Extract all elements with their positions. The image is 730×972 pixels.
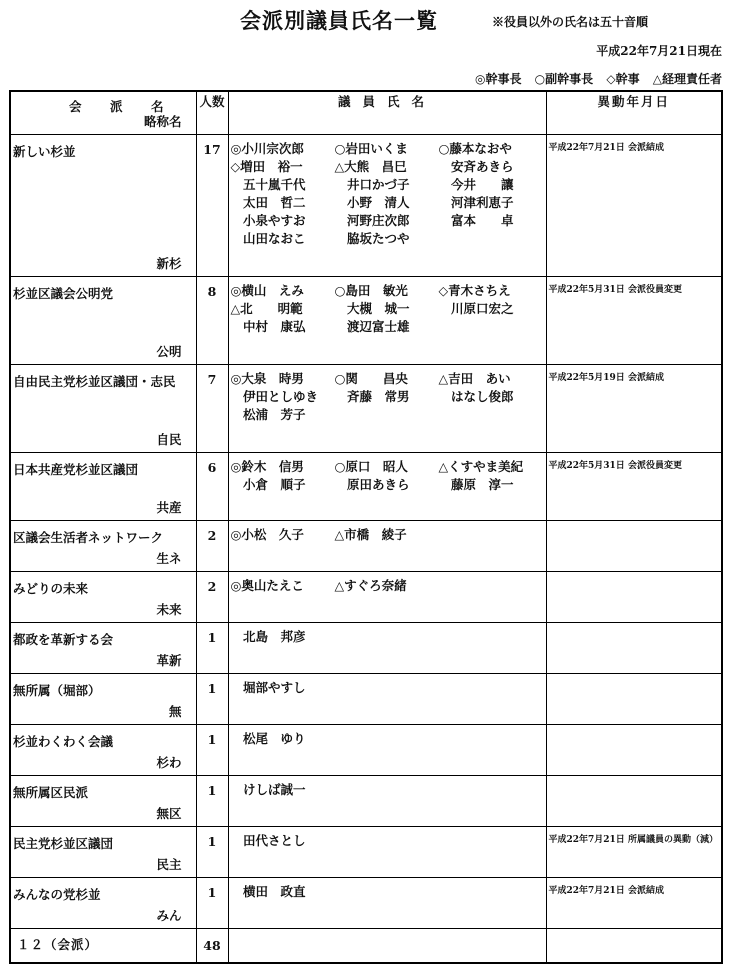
faction-name: みどりの未来 (13, 581, 89, 596)
total-row (10, 929, 722, 963)
faction-cell (10, 878, 196, 929)
member-name (335, 406, 439, 424)
change-date-cell (546, 725, 722, 776)
member-name: ◎大泉 時男 (230, 371, 304, 386)
change-date-cell (546, 521, 722, 572)
faction-abbreviation: 自民 (156, 432, 182, 447)
member-name: 川原口宏之 (438, 301, 514, 316)
change-date-cell: 平成22年5月19日 会派結成 (546, 365, 722, 453)
member-name (335, 781, 439, 799)
member-row (231, 318, 546, 336)
member-name: 井口かづ子 (334, 177, 410, 192)
abbr-header-label: 略称名 (143, 114, 182, 129)
member-name: ○関 昌央 (334, 371, 408, 386)
member-row (231, 476, 546, 494)
faction-header-label: 会 派 名 (69, 99, 172, 114)
table-header-row (10, 91, 722, 135)
member-name (439, 526, 543, 544)
faction-row (10, 521, 722, 572)
member-name (439, 318, 543, 336)
member-row (231, 526, 546, 544)
members-cell (228, 521, 546, 572)
member-name (439, 832, 543, 850)
members-column-header: 議員氏名 (228, 91, 546, 135)
faction-row (10, 135, 722, 277)
member-name: 大槻 城一 (334, 301, 410, 316)
faction-abbreviation: 未来 (156, 602, 182, 617)
member-count: 1 (196, 623, 228, 674)
member-name: ○原口 昭人 (334, 459, 408, 474)
count-column-header: 人数 (196, 91, 228, 135)
member-name (439, 730, 543, 748)
faction-row (10, 776, 722, 827)
members-cell (228, 365, 546, 453)
change-date-cell: 平成22年7月21日 所属議員の異動（減） (546, 827, 722, 878)
member-row (231, 577, 546, 595)
member-row (231, 194, 546, 212)
faction-abbreviation: 生ネ (156, 551, 182, 566)
member-name: 小泉やすお (230, 213, 306, 228)
faction-cell (10, 674, 196, 725)
member-name: 田代さとし (230, 833, 306, 848)
faction-abbreviation: 無区 (156, 806, 182, 821)
total-change-cell (546, 929, 722, 963)
member-count: 1 (196, 827, 228, 878)
faction-cell (10, 776, 196, 827)
faction-abbreviation: 無 (168, 704, 182, 719)
member-name: ◎横山 えみ (230, 283, 304, 298)
faction-name: みんなの党杉並 (13, 887, 101, 902)
member-name: △北 明範 (230, 301, 303, 316)
legend-secretary: ◇幹事 (606, 72, 640, 86)
page-title: 会派別議員氏名一覧 (240, 8, 438, 33)
faction-abbreviation: 新杉 (156, 256, 182, 271)
change-date-cell: 平成22年5月31日 会派役員変更 (546, 453, 722, 521)
member-name (335, 628, 439, 646)
faction-name: 杉並区議会公明党 (13, 286, 114, 301)
member-name: 渡辺富士雄 (334, 319, 410, 334)
member-name: 松浦 芳子 (230, 407, 306, 422)
member-name: 小野 清人 (334, 195, 410, 210)
member-count: 1 (196, 725, 228, 776)
faction-name: 民主党杉並区議団 (13, 836, 114, 851)
roster-body (10, 135, 722, 929)
faction-name: 無所属区民派 (13, 785, 89, 800)
member-name: 原田あきら (334, 477, 410, 492)
faction-row (10, 674, 722, 725)
member-row (231, 158, 546, 176)
member-name: 安斉あきら (438, 159, 514, 174)
member-name: 太田 哲二 (230, 195, 306, 210)
member-row (231, 212, 546, 230)
member-count: 7 (196, 365, 228, 453)
change-date-cell: 平成22年7月21日 会派結成 (546, 135, 722, 277)
faction-row (10, 878, 722, 929)
members-cell (228, 277, 546, 365)
faction-row (10, 453, 722, 521)
member-count: 8 (196, 277, 228, 365)
total-count: 48 (196, 929, 228, 963)
member-name (335, 883, 439, 901)
faction-row (10, 572, 722, 623)
members-cell (228, 725, 546, 776)
faction-row (10, 623, 722, 674)
member-name: 斉藤 常男 (334, 389, 410, 404)
member-name: けしば誠一 (230, 782, 306, 797)
change-date-cell (546, 674, 722, 725)
total-label: １２（会派） (10, 929, 196, 963)
faction-name: 都政を革新する会 (13, 632, 114, 647)
faction-cell (10, 827, 196, 878)
member-name: ◎小松 久子 (230, 527, 304, 542)
member-name (439, 230, 543, 248)
total-members-cell (228, 929, 546, 963)
change-date-cell (546, 776, 722, 827)
member-row (231, 176, 546, 194)
member-name: はなし俊郎 (438, 389, 514, 404)
faction-abbreviation: 共産 (156, 500, 182, 515)
member-name: 河野庄次郎 (334, 213, 410, 228)
faction-abbreviation: みん (156, 908, 182, 923)
member-row (231, 406, 546, 424)
faction-roster-table (9, 90, 723, 964)
member-name: ◎奥山たえこ (230, 578, 304, 593)
change-date-cell: 平成22年5月31日 会派役員変更 (546, 277, 722, 365)
faction-name: 無所属（堀部） (13, 683, 101, 698)
members-cell (228, 674, 546, 725)
member-name: △市橋 綾子 (334, 527, 407, 542)
member-name: 横田 政直 (230, 884, 306, 899)
faction-abbreviation: 革新 (156, 653, 182, 668)
faction-row (10, 827, 722, 878)
faction-cell (10, 521, 196, 572)
faction-cell (10, 623, 196, 674)
faction-name: 新しい杉並 (13, 144, 76, 159)
faction-cell (10, 725, 196, 776)
member-count: 17 (196, 135, 228, 277)
members-cell (228, 878, 546, 929)
member-row (231, 140, 546, 158)
faction-column-header (10, 91, 196, 135)
member-name: 伊田としゆき (230, 389, 319, 404)
member-name: △すぐろ奈緒 (334, 578, 407, 593)
legend-secretary-general: ◎幹事長 (475, 72, 522, 86)
faction-cell (10, 453, 196, 521)
change-date-cell (546, 623, 722, 674)
change-column-header: 異動年月日 (546, 91, 722, 135)
member-name (439, 883, 543, 901)
member-name (439, 406, 543, 424)
member-count: 1 (196, 776, 228, 827)
member-name: △大熊 昌巳 (334, 159, 407, 174)
member-row (231, 781, 546, 799)
member-name: ○岩田いくま (334, 141, 408, 156)
member-name (439, 781, 543, 799)
change-date-cell: 平成22年7月21日 会派結成 (546, 878, 722, 929)
member-name (439, 577, 543, 595)
member-count: 2 (196, 572, 228, 623)
member-name (335, 730, 439, 748)
faction-name: 自由民主党杉並区議団・志民 (13, 374, 176, 389)
member-row (231, 628, 546, 646)
member-name: 脇坂たつや (334, 231, 410, 246)
member-name: ◎小川宗次郎 (230, 141, 304, 156)
sort-note: ※役員以外の氏名は五十音順 (492, 15, 649, 29)
member-name: 富本 卓 (438, 213, 514, 228)
member-name: ◎鈴木 信男 (230, 459, 304, 474)
member-row (231, 883, 546, 901)
member-name: 北島 邦彦 (230, 629, 306, 644)
member-name: 藤原 淳一 (438, 477, 514, 492)
member-name: ◇増田 裕一 (230, 159, 303, 174)
change-date-cell (546, 572, 722, 623)
member-row (231, 300, 546, 318)
member-name (439, 628, 543, 646)
members-cell (228, 135, 546, 277)
faction-name: 区議会生活者ネットワーク (13, 530, 164, 545)
members-cell (228, 623, 546, 674)
legend-deputy-secretary-general: ○副幹事長 (534, 72, 594, 86)
faction-name: 杉並わくわく会議 (13, 734, 114, 749)
member-name: ○島田 敏光 (334, 283, 408, 298)
faction-cell (10, 277, 196, 365)
member-count: 2 (196, 521, 228, 572)
faction-cell (10, 135, 196, 277)
member-name (439, 679, 543, 697)
role-legend (466, 70, 722, 87)
faction-cell (10, 365, 196, 453)
member-row (231, 370, 546, 388)
member-name (335, 679, 439, 697)
member-count: 1 (196, 878, 228, 929)
member-name: 堀部やすし (230, 680, 306, 695)
member-row (231, 458, 546, 476)
member-name: 五十嵐千代 (230, 177, 306, 192)
member-name: ○藤本なおや (438, 141, 512, 156)
member-count: 1 (196, 674, 228, 725)
member-name: ◇青木さちえ (438, 283, 511, 298)
faction-abbreviation: 民主 (156, 857, 182, 872)
member-name: 中村 康弘 (230, 319, 306, 334)
legend-accountant: △経理責任者 (652, 72, 722, 86)
member-name: 河津利恵子 (438, 195, 514, 210)
member-name: 今井 讓 (438, 177, 514, 192)
member-row (231, 388, 546, 406)
faction-abbreviation: 公明 (156, 344, 182, 359)
members-cell (228, 453, 546, 521)
member-name (335, 832, 439, 850)
faction-row (10, 725, 722, 776)
member-count: 6 (196, 453, 228, 521)
as-of-date: 平成22年7月21日現在 (596, 44, 722, 58)
member-row (231, 679, 546, 697)
members-cell (228, 572, 546, 623)
faction-cell (10, 572, 196, 623)
faction-name: 日本共産党杉並区議団 (13, 462, 139, 477)
member-name: △くすやま美紀 (438, 459, 524, 474)
faction-abbreviation: 杉わ (156, 755, 182, 770)
members-cell (228, 827, 546, 878)
faction-row (10, 365, 722, 453)
member-row (231, 832, 546, 850)
members-cell (228, 776, 546, 827)
member-name: 小倉 順子 (230, 477, 306, 492)
faction-row (10, 277, 722, 365)
member-name: △吉田 あい (438, 371, 511, 386)
member-row (231, 730, 546, 748)
member-row (231, 230, 546, 248)
member-name: 山田なおこ (230, 231, 306, 246)
member-name: 松尾 ゆり (230, 731, 306, 746)
member-row (231, 282, 546, 300)
